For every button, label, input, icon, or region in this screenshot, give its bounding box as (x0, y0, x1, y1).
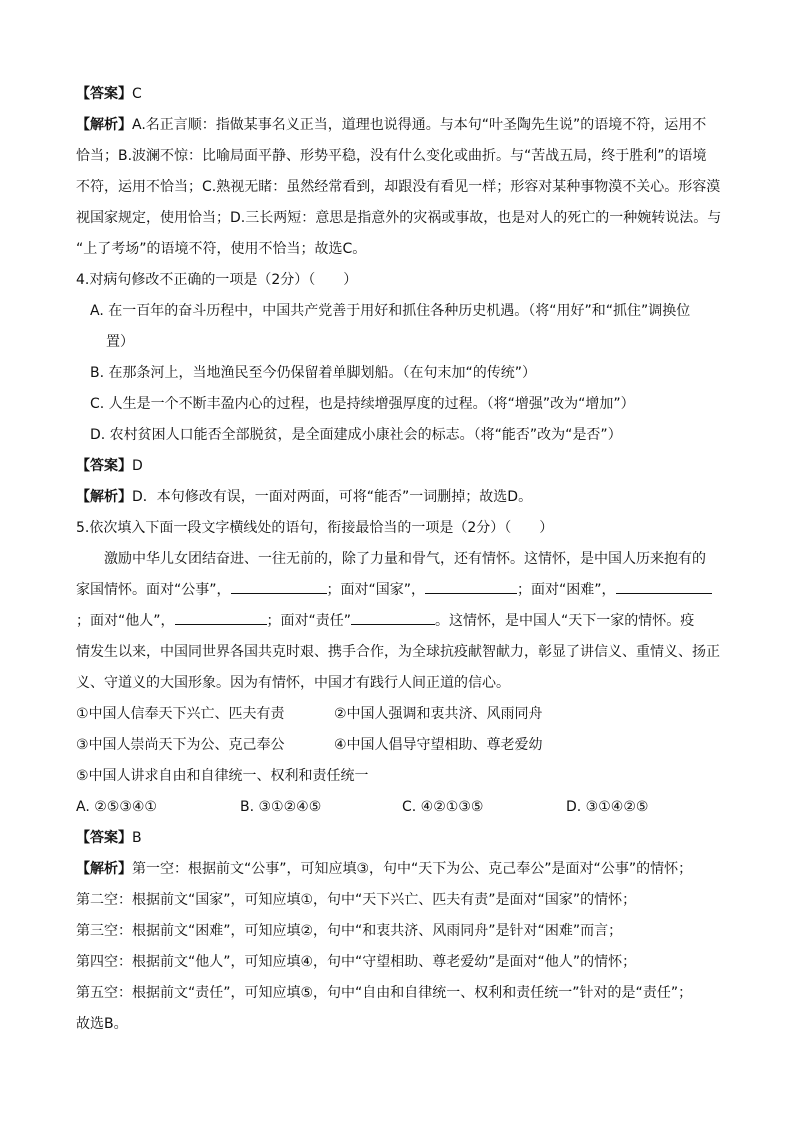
q5-analysis-line-3: 第三空：根据前文“困难”，可知应填②，句中“和衷共济、风雨同舟”是针对“困难”而言； (76, 923, 623, 939)
analysis-text: 第一空：根据前文“公事”，可知应填③，句中“天下为公、克己奉公”是面对“公事”的情怀； (132, 861, 693, 877)
q5-answer (76, 823, 718, 854)
q5-items-row-1 (76, 699, 718, 730)
q4-option-c: C. 人生是一个不断丰盈内心的过程，也是持续增强厚度的过程。（将“增强”改为“增加”） (90, 396, 635, 412)
q5-analysis-line-2: 第二空：根据前文“国家”，可知应填①，句中“天下兴亡、匹夫有责”是面对“国家”的情怀； (76, 892, 637, 908)
fill-blank-3 (616, 579, 712, 594)
passage-text: ；面对“国家”， (326, 582, 426, 598)
q4-stem: 4.对病句修改不正确的一项是（2分）（ ） (76, 272, 358, 288)
q4-option-b: B. 在那条河上，当地渔民至今仍保留着单脚划船。（在句末加“的传统”） (90, 365, 537, 381)
q5-passage-line-2 (76, 575, 718, 606)
q5-stem: 5.依次填入下面一段文字横线处的语句，衔接最恰当的一项是（2分）（ ） (76, 520, 554, 536)
choice-a: A. ②⑤③④① (76, 799, 157, 815)
item-5: ⑤中国人讲求自由和自律统一、权利和责任统一 (76, 768, 369, 784)
q4-analysis (76, 482, 718, 513)
q4-option-a-line-2: 置） (106, 334, 134, 350)
answer-tag: 【答案】 (76, 86, 132, 102)
passage-text: ；面对“他人”， (76, 613, 175, 629)
choice-c: C. ④②①③⑤ (402, 799, 484, 815)
answer-value: B (132, 830, 142, 846)
fill-blank-5 (351, 610, 435, 625)
fill-blank-4 (175, 610, 267, 625)
q3-analysis-line-3: 不符，运用不恰当；C.熟视无睹：虽然经常看到，却跟没有看见一样；形容对某种事物漠不关心。形容漠 (76, 179, 721, 195)
passage-text: ；面对“困难”， (517, 582, 616, 598)
passage-text: 家国情怀。面对“公事”， (76, 582, 231, 598)
analysis-tag: 【解析】 (76, 861, 132, 877)
q4-option-a-line-1: A. 在一百年的奋斗历程中，中国共产党善于用好和抓住各种历史机遇。（将“用好”和“抓住”调换位 (90, 303, 691, 319)
passage-text: ；面对“责任” (266, 613, 352, 629)
q3-analysis-line-5: “上了考场”的语境不符，使用不恰当；故选C。 (76, 241, 367, 257)
passage-text: 。这情怀，是中国人“天下一家的情怀。疫 (435, 613, 695, 629)
q5-analysis-line-4: 第四空：根据前文“他人”，可知应填④，句中“守望相助、尊老爱幼”是面对“他人”的情怀； (76, 954, 637, 970)
q4-option-d: D. 农村贫困人口能否全部脱贫，是全面建成小康社会的标志。（将“能否”改为“是否”） (90, 427, 622, 443)
q5-choices (76, 792, 718, 823)
q5-analysis-line-1 (76, 854, 718, 885)
answer-value: C (132, 86, 142, 102)
q5-analysis-line-5: 第五空：根据前文“责任”，可知应填⑤，句中“自由和自律统一、权利和责任统一”针对的是“责任”； (76, 985, 693, 1001)
item-2: ②中国人强调和衷共济、风雨同舟 (334, 706, 543, 722)
q5-passage-line-5: 义、守道义的大国形象。因为有情怀，中国才有践行人间正道的信心。 (76, 675, 510, 691)
item-4: ④中国人倡导守望相助、尊老爱幼 (334, 737, 543, 753)
fill-blank-2 (425, 579, 517, 594)
q3-analysis-line-4: 视国家规定，使用恰当；D.三长两短：意思是指意外的灾祸或事故，也是对人的死亡的一种婉转说法。与 (76, 210, 722, 226)
answer-tag: 【答案】 (76, 830, 132, 846)
answer-value: D (132, 458, 143, 474)
analysis-tag: 【解析】 (76, 489, 132, 505)
q3-analysis-line-2: 恰当；B.波澜不惊：比喻局面平静、形势平稳，没有什么变化或曲折。与“苦战五局，终于胜利”的语境 (76, 148, 707, 164)
q3-answer (76, 79, 718, 110)
q5-passage-line-1: 激励中华儿女团结奋进、一往无前的，除了力量和骨气，还有情怀。这情怀，是中国人历来抱有的 (104, 551, 706, 567)
q5-analysis-line-6: 故选B。 (76, 1016, 128, 1032)
q5-passage-line-3 (76, 606, 718, 637)
document-page (76, 79, 722, 1040)
answer-tag: 【答案】 (76, 458, 132, 474)
fill-blank-1 (231, 579, 327, 594)
q4-answer (76, 451, 718, 482)
q3-analysis-line-1 (76, 110, 718, 141)
item-1: ①中国人信奉天下兴亡、匹夫有责 (76, 706, 285, 722)
q5-items-row-2 (76, 730, 718, 761)
analysis-tag: 【解析】 (76, 117, 132, 133)
choice-d: D. ③①④②⑤ (566, 799, 649, 815)
q5-passage-line-4: 情发生以来，中国同世界各国共克时艰、携手合作，为全球抗疫献智献力，彰显了讲信义、重情义、扬正 (76, 644, 720, 660)
analysis-text: A.名正言顺：指做某事名义正当，道理也说得通。与本句“叶圣陶先生说”的语境不符，运用不 (132, 117, 707, 133)
item-3: ③中国人崇尚天下为公、克己奉公 (76, 737, 285, 753)
choice-b: B. ③①②④⑤ (240, 799, 322, 815)
analysis-text: D．本句修改有误，一面对两面，可将“能否”一词删掉；故选D。 (132, 489, 533, 505)
